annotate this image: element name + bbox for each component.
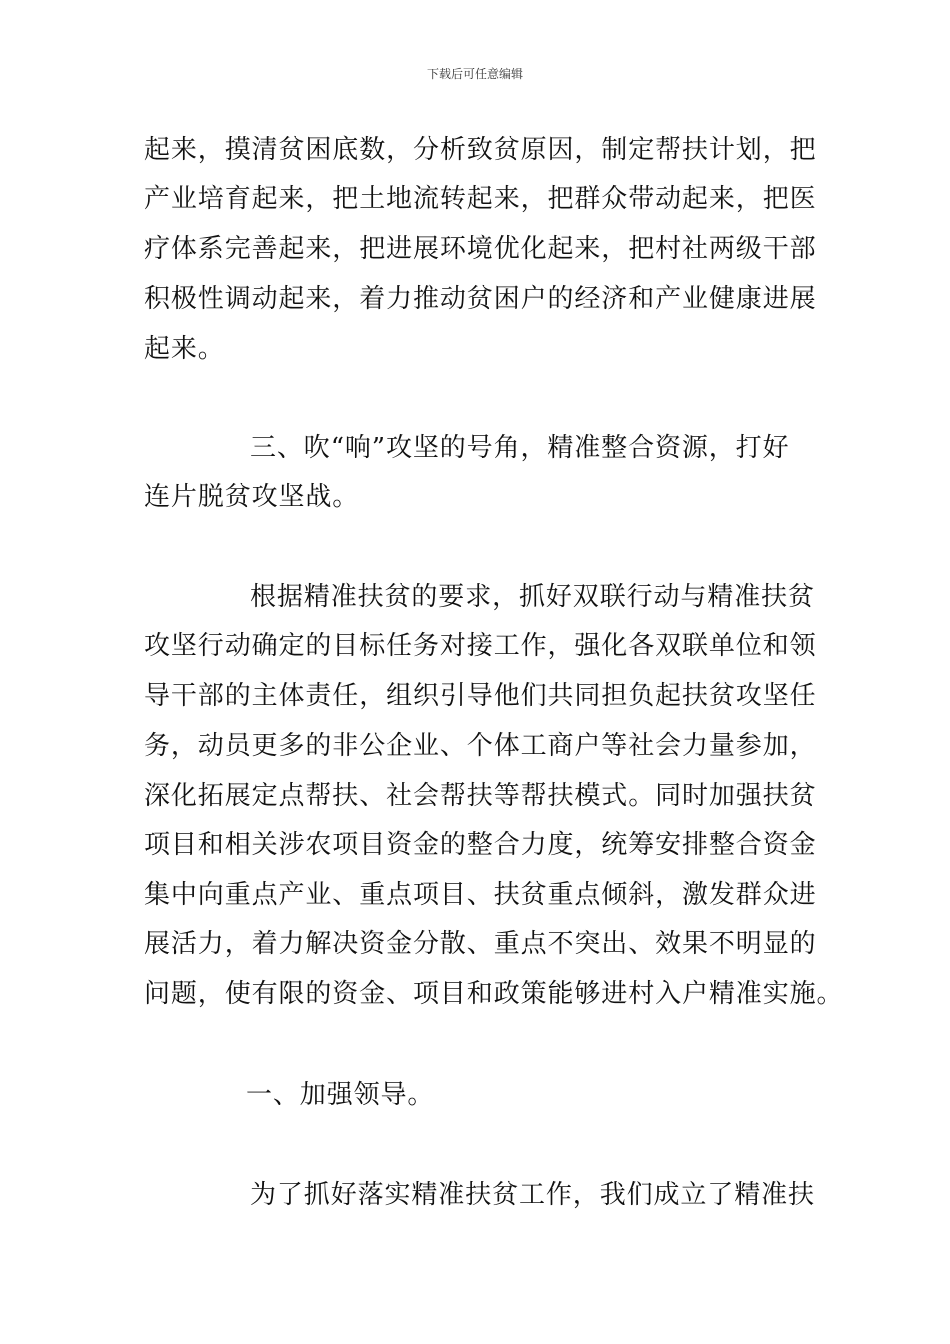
text-line: 展活力，着力解决资金分散、重点不突出、效果不明显的	[144, 929, 817, 959]
text-line: 积极性调动起来，着力推动贫困户的经济和产业健康进展	[144, 284, 817, 314]
text-line: 为了抓好落实精准扶贫工作，我们成立了精准扶	[250, 1180, 815, 1210]
text-line: 起来。	[144, 334, 225, 364]
text-line: 务，动员更多的非公企业、个体工商户等社会力量参加，	[144, 731, 817, 761]
text-line: 三、吹“响”攻坚的号角，精准整合资源，打好	[250, 433, 790, 463]
text-line: 攻坚行动确定的目标任务对接工作，强化各双联单位和领	[144, 631, 817, 661]
text-line: 根据精准扶贫的要求，抓好双联行动与精准扶贫	[250, 582, 815, 612]
text-line: 产业培育起来，把土地流转起来，把群众带动起来，把医	[144, 184, 817, 214]
subheading-1: 一、加强领导。	[246, 1080, 435, 1110]
page-header: 下载后可任意编辑	[426, 67, 523, 81]
text-line: 连片脱贫攻坚战。	[144, 482, 360, 512]
text-line: 导干部的主体责任，组织引导他们共同担负起扶贫攻坚任	[144, 681, 817, 711]
text-line: 起来，摸清贫困底数，分析致贫原因，制定帮扶计划，把	[144, 135, 817, 165]
text-line: 问题，使有限的资金、项目和政策能够进村入户精准实施。	[144, 979, 844, 1009]
text-line: 疗体系完善起来，把进展环境优化起来，把村社两级干部	[144, 234, 817, 264]
text-line: 项目和相关涉农项目资金的整合力度，统筹安排整合资金	[144, 830, 817, 860]
text-line: 集中向重点产业、重点项目、扶贫重点倾斜，激发群众进	[144, 880, 817, 910]
text-line: 深化拓展定点帮扶、社会帮扶等帮扶模式。同时加强扶贫	[144, 781, 817, 811]
